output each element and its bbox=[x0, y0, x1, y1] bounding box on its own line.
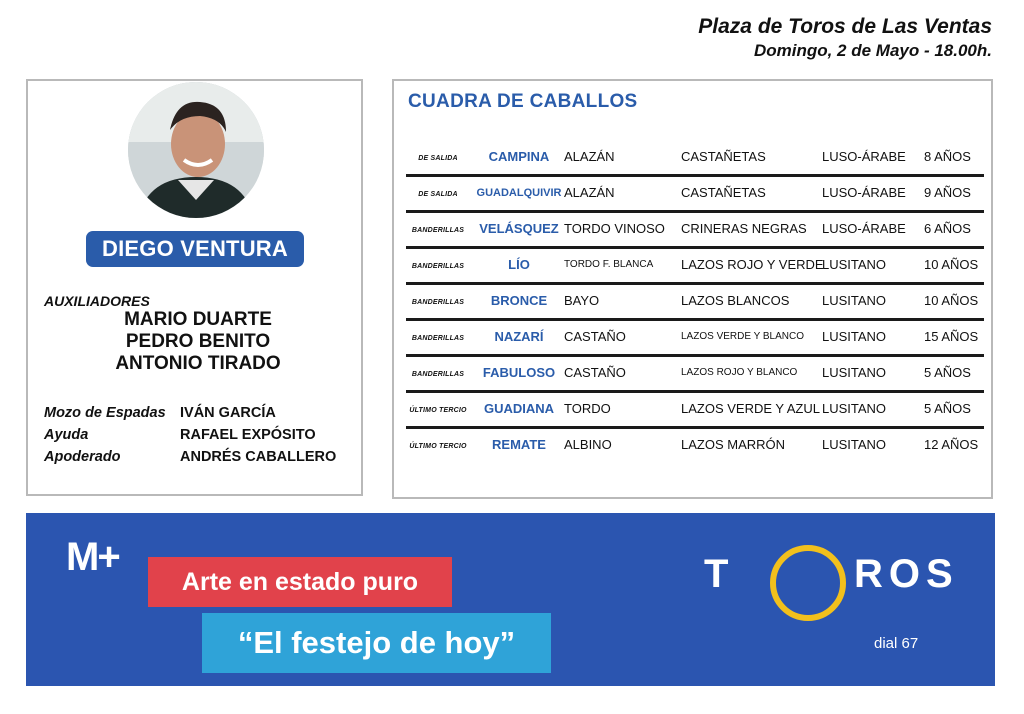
horse-role: BANDERILLAS bbox=[411, 227, 465, 234]
horse-coat: CASTAÑO bbox=[564, 329, 626, 344]
horse-coat: ALAZÁN bbox=[564, 149, 615, 164]
horse-age: 9 AÑOS bbox=[924, 185, 971, 200]
horse-age: 10 AÑOS bbox=[924, 257, 979, 272]
horse-adornment: LAZOS VERDE Y BLANCO bbox=[681, 331, 805, 342]
horse-name: NAZARÍ bbox=[494, 329, 544, 344]
rider-photo bbox=[128, 82, 264, 218]
rider-card bbox=[26, 79, 363, 496]
horse-adornment: LAZOS MARRÓN bbox=[681, 437, 786, 452]
horse-name: BRONCE bbox=[490, 293, 548, 308]
auxiliares-label: AUXILIADORES bbox=[44, 293, 150, 309]
movistar-plus-logo bbox=[66, 535, 119, 580]
horse-row bbox=[406, 177, 984, 213]
auxiliar-name: ANTONIO TIRADO bbox=[115, 353, 281, 374]
auxiliares-list bbox=[28, 309, 365, 375]
event-date: Domingo, 2 de Mayo - 18.00h. bbox=[753, 41, 992, 60]
horse-name: GUADIANA bbox=[483, 401, 555, 416]
horse-name: VELÁSQUEZ bbox=[479, 221, 559, 236]
horse-coat: TORDO VINOSO bbox=[564, 221, 665, 236]
crew-role-value: IVÁN GARCÍA bbox=[180, 405, 276, 421]
horse-age: 12 AÑOS bbox=[924, 437, 979, 452]
auxiliar-name: PEDRO BENITO bbox=[125, 331, 271, 352]
horse-age: 15 AÑOS bbox=[924, 329, 979, 344]
venue-title: Plaza de Toros de Las Ventas bbox=[698, 15, 992, 38]
event-header bbox=[698, 14, 992, 62]
horse-adornment: LAZOS ROJO Y BLANCO bbox=[681, 367, 798, 378]
crew-role-value: RAFAEL EXPÓSITO bbox=[180, 427, 316, 443]
crew-role-row bbox=[44, 424, 336, 446]
toros-ring-icon bbox=[770, 545, 846, 621]
horses-card bbox=[392, 79, 993, 499]
toros-letters-ros: ROS bbox=[854, 552, 959, 596]
horse-coat: CASTAÑO bbox=[564, 365, 626, 380]
horse-name: FABULOSO bbox=[482, 365, 556, 380]
horse-age: 10 AÑOS bbox=[924, 293, 979, 308]
toros-letter-t: T bbox=[704, 552, 735, 596]
promo-banner bbox=[26, 513, 995, 686]
brand-label: M+ bbox=[66, 535, 119, 579]
horse-name: CAMPINA bbox=[488, 149, 550, 164]
horse-row bbox=[406, 321, 984, 357]
horse-coat: ALBINO bbox=[564, 437, 612, 452]
horse-breed: LUSITANO bbox=[822, 329, 887, 344]
horse-breed: LUSO-ÁRABE bbox=[822, 149, 906, 164]
horses-table bbox=[406, 141, 984, 465]
horse-role: BANDERILLAS bbox=[411, 263, 465, 270]
horse-role: BANDERILLAS bbox=[411, 299, 465, 306]
horse-breed: LUSITANO bbox=[822, 437, 887, 452]
horse-age: 5 AÑOS bbox=[924, 365, 971, 380]
horse-age: 5 AÑOS bbox=[924, 401, 971, 416]
auxiliar-name: MARIO DUARTE bbox=[124, 309, 272, 330]
subtitle-pill: “El festejo de hoy” bbox=[202, 613, 551, 673]
crew-role-row bbox=[44, 402, 336, 424]
horse-row bbox=[406, 249, 984, 285]
horse-row bbox=[406, 393, 984, 429]
horse-coat: ALAZÁN bbox=[564, 185, 615, 200]
horse-role: DE SALIDA bbox=[418, 155, 458, 162]
horse-role: ÚLTIMO TERCIO bbox=[409, 407, 467, 414]
horse-row bbox=[406, 213, 984, 249]
horse-adornment: LAZOS VERDE Y AZUL bbox=[681, 401, 820, 416]
horse-coat: TORDO F. BLANCA bbox=[564, 259, 654, 270]
tagline-pill: Arte en estado puro bbox=[148, 557, 452, 607]
crew-role-row bbox=[44, 446, 336, 468]
horse-adornment: LAZOS ROJO Y VERDE bbox=[681, 257, 824, 272]
horse-role: DE SALIDA bbox=[418, 191, 458, 198]
rider-name-badge: DIEGO VENTURA bbox=[86, 231, 304, 267]
horse-breed: LUSITANO bbox=[822, 293, 887, 308]
horse-breed: LUSITANO bbox=[822, 401, 887, 416]
horse-age: 6 AÑOS bbox=[924, 221, 971, 236]
horse-adornment: CRINERAS NEGRAS bbox=[681, 221, 807, 236]
horse-breed: LUSITANO bbox=[822, 257, 887, 272]
horse-breed: LUSO-ÁRABE bbox=[822, 221, 906, 236]
channel-dial: dial 67 bbox=[874, 635, 919, 652]
crew-role-label: Mozo de Espadas bbox=[44, 405, 166, 421]
horse-name: GUADALQUIVIR bbox=[476, 187, 562, 199]
horse-role: ÚLTIMO TERCIO bbox=[409, 443, 467, 450]
horse-name: REMATE bbox=[492, 437, 546, 452]
horse-breed: LUSO-ÁRABE bbox=[822, 185, 906, 200]
cuadra-title: CUADRA DE CABALLOS bbox=[408, 91, 638, 112]
toros-channel-logo bbox=[704, 545, 964, 655]
horse-name: LÍO bbox=[508, 257, 530, 272]
horse-breed: LUSITANO bbox=[822, 365, 887, 380]
horse-row bbox=[406, 285, 984, 321]
horse-age: 8 AÑOS bbox=[924, 149, 971, 164]
horse-row bbox=[406, 429, 984, 465]
crew-role-label: Apoderado bbox=[44, 449, 121, 465]
horse-adornment: CASTAÑETAS bbox=[681, 185, 766, 200]
horse-adornment: LAZOS BLANCOS bbox=[681, 293, 790, 308]
horse-role: BANDERILLAS bbox=[411, 371, 465, 378]
crew-role-value: ANDRÉS CABALLERO bbox=[180, 449, 337, 465]
crew-roles bbox=[44, 402, 336, 468]
horse-role: BANDERILLAS bbox=[411, 335, 465, 342]
horse-adornment: CASTAÑETAS bbox=[681, 149, 766, 164]
horse-row bbox=[406, 141, 984, 177]
horse-row bbox=[406, 357, 984, 393]
horse-coat: TORDO bbox=[564, 401, 611, 416]
horse-coat: BAYO bbox=[564, 293, 600, 308]
crew-role-label: Ayuda bbox=[44, 427, 89, 443]
